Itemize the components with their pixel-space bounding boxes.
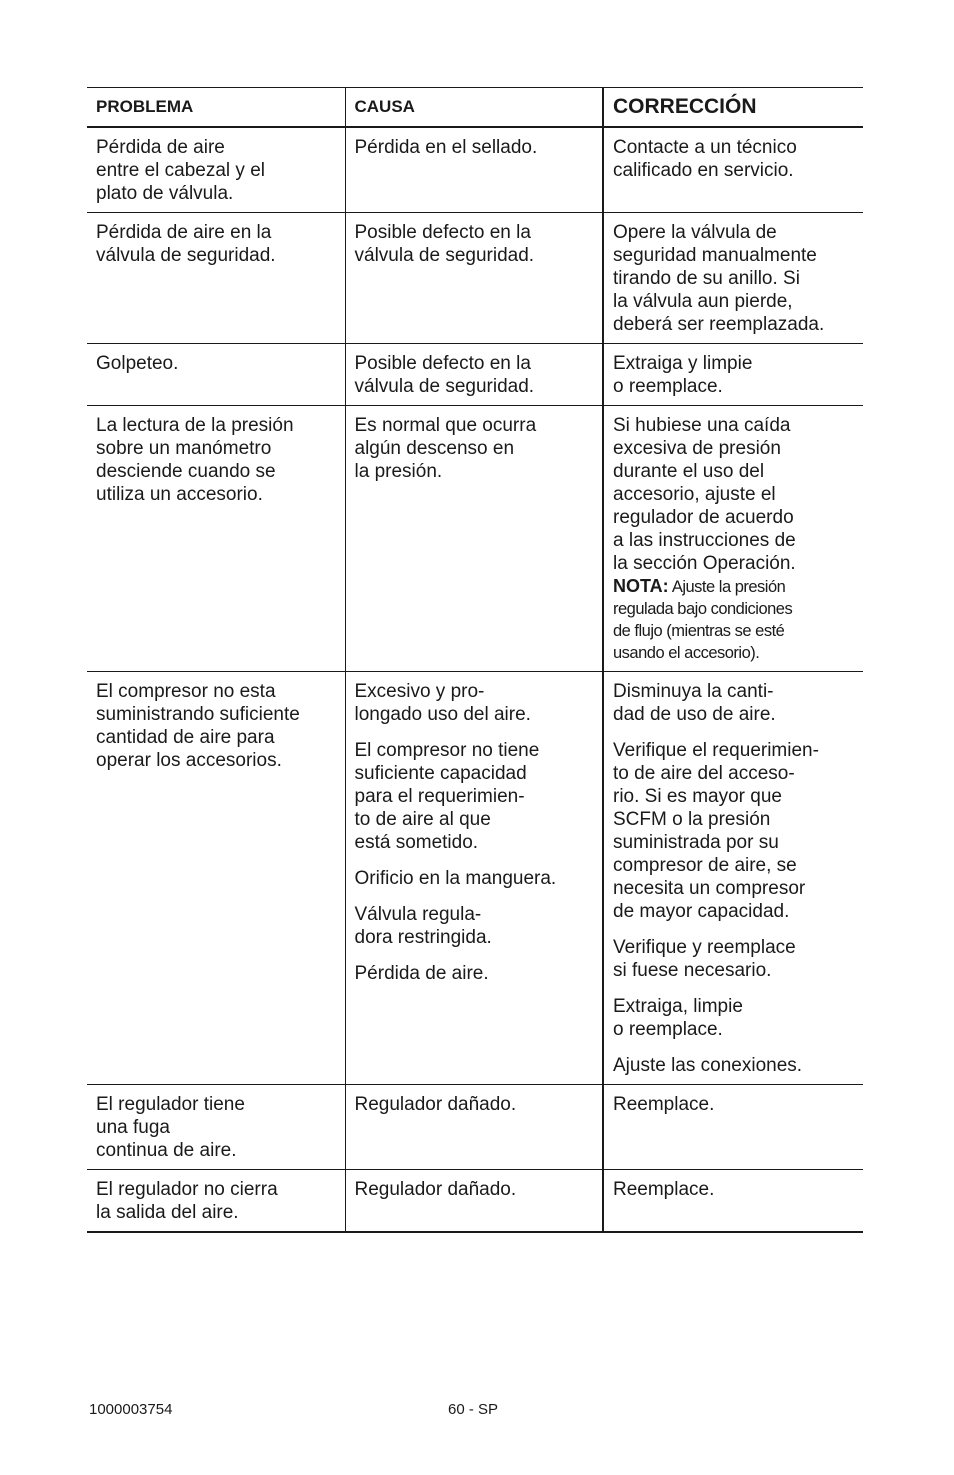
text-line: Es normal que ocurra (354, 415, 537, 436)
text-line: Si hubiese una caída (613, 415, 791, 436)
cause-cell (345, 1085, 603, 1170)
text-line: una fuga (96, 1117, 170, 1138)
text-line: operar los accesorios. (96, 750, 282, 771)
note-line: regulada bajo condiciones (613, 600, 793, 618)
text-line: la válvula aun pierde, (613, 291, 793, 312)
text-line: rio. Si es mayor que (613, 786, 782, 807)
table-body (87, 127, 863, 1232)
header-cause: CAUSA (345, 88, 603, 128)
table-row (87, 344, 863, 406)
table-row (87, 213, 863, 344)
text-line: Pérdida en el sellado. (354, 137, 538, 158)
text-line: continua de aire. (96, 1140, 237, 1161)
text-line: Extraiga, limpie (613, 996, 743, 1017)
correction-item (613, 739, 854, 923)
cause-cell (345, 213, 603, 344)
text-line: la sección Operación. (613, 553, 796, 574)
text-line: de mayor capacidad. (613, 901, 790, 922)
correction-cell (603, 1170, 863, 1233)
cause-item (355, 867, 594, 890)
text-line: Contacte a un técnico (613, 137, 797, 158)
text-line: excesiva de presión (613, 438, 781, 459)
problem-cell (87, 1085, 345, 1170)
text-line: entre el cabezal y el (96, 160, 265, 181)
cause-item (355, 1093, 594, 1116)
note-label: NOTA: (613, 576, 669, 596)
text-line: tirando de su anillo. Si (613, 268, 800, 289)
text-line: algún descenso en (354, 438, 515, 459)
table-row (87, 127, 863, 213)
cause-item (355, 1178, 594, 1201)
text-line: Posible defecto en la (354, 353, 531, 374)
cause-item (355, 136, 594, 159)
text-line: Orificio en la manguera. (354, 868, 557, 889)
note-line: Ajuste la presión (668, 578, 786, 596)
text-line: Regulador dañado. (354, 1179, 517, 1200)
text-line: Pérdida de aire (96, 137, 225, 158)
text-line: válvula de seguridad. (354, 376, 535, 397)
text-line: compresor de aire, se (613, 855, 797, 876)
correction-item (613, 995, 854, 1041)
text-line: Pérdida de aire. (354, 963, 489, 984)
text-line: accesorio, ajuste el (613, 484, 776, 505)
correction-item (613, 221, 854, 336)
header-problem: PROBLEMA (87, 88, 345, 128)
table-header-row (87, 88, 863, 128)
text-line: El regulador tiene (96, 1094, 245, 1115)
text-line: El compresor no tiene (354, 740, 540, 761)
correction-cell (603, 127, 863, 213)
correction-cell (603, 1085, 863, 1170)
correction-cell (603, 406, 863, 672)
text-line: necesita un compresor (613, 878, 806, 899)
cause-item (355, 903, 594, 949)
cause-item (355, 962, 594, 985)
text-line: suministrando suficiente (96, 704, 300, 725)
text-line: Excesivo y pro- (354, 681, 485, 702)
text-line: la presión. (354, 461, 443, 482)
cause-item (355, 221, 594, 267)
note-text (613, 575, 854, 664)
text-line: Posible defecto en la (354, 222, 531, 243)
correction-cell (603, 344, 863, 406)
text-line: suficiente capacidad (354, 763, 527, 784)
table-row (87, 406, 863, 672)
problem-cell (87, 213, 345, 344)
cause-item (355, 680, 594, 726)
text-line: deberá ser reemplazada. (613, 314, 825, 335)
cause-cell (345, 1170, 603, 1233)
problem-cell (87, 344, 345, 406)
correction-cell (603, 213, 863, 344)
text-line: Golpeteo. (96, 353, 179, 374)
text-line: seguridad manualmente (613, 245, 817, 266)
text-line: El compresor no esta (96, 681, 276, 702)
text-line: Verifique el requerimien- (613, 740, 819, 761)
text-line: válvula de seguridad. (354, 245, 535, 266)
text-line: para el requerimien- (354, 786, 525, 807)
text-line: a las instrucciones de (613, 530, 796, 551)
text-line: El regulador no cierra (96, 1179, 278, 1200)
correction-item (613, 414, 854, 664)
text-line: longado uso del aire. (354, 704, 531, 725)
cause-cell (345, 344, 603, 406)
text-line: cantidad de aire para (96, 727, 275, 748)
document-number: 1000003754 (89, 1401, 173, 1418)
header-correction: CORRECCIÓN (603, 88, 863, 128)
correction-item (613, 352, 854, 398)
correction-item (613, 1054, 854, 1077)
text-line: válvula de seguridad. (96, 245, 276, 266)
text-line: Ajuste las conexiones. (613, 1055, 803, 1076)
correction-item (613, 1093, 854, 1116)
text-line: La lectura de la presión (96, 415, 294, 436)
correction-item (613, 680, 854, 726)
table-row (87, 1085, 863, 1170)
cause-cell (345, 672, 603, 1085)
problem-cell (87, 1170, 345, 1233)
text-line: o reemplace. (613, 376, 723, 397)
problem-cell (87, 672, 345, 1085)
page-number: 60 - SP (448, 1401, 499, 1418)
correction-cell (603, 672, 863, 1085)
text-line: regulador de acuerdo (613, 507, 794, 528)
text-line: sobre un manómetro (96, 438, 272, 459)
cause-cell (345, 406, 603, 672)
note-line: usando el accesorio). (613, 644, 760, 662)
text-line: Pérdida de aire en la (96, 222, 272, 243)
text-line: Opere la válvula de (613, 222, 777, 243)
cause-item (355, 739, 594, 854)
correction-item (613, 1178, 854, 1201)
text-line: si fuese necesario. (613, 960, 772, 981)
cause-item (355, 352, 594, 398)
text-line: Reemplace. (613, 1094, 715, 1115)
text-line: dad de uso de aire. (613, 704, 776, 725)
text-line: utiliza un accesorio. (96, 484, 263, 505)
text-line: Regulador dañado. (354, 1094, 517, 1115)
text-line: dora restringida. (354, 927, 492, 948)
text-line: Extraiga y limpie (613, 353, 753, 374)
note-line: de flujo (mientras se esté (613, 622, 785, 640)
text-line: to de aire al que (354, 809, 491, 830)
text-line: plato de válvula. (96, 183, 234, 204)
text-line: to de aire del acceso- (613, 763, 795, 784)
text-line: SCFM o la presión (613, 809, 771, 830)
text-line: Reemplace. (613, 1179, 715, 1200)
text-line: Verifique y reemplace (613, 937, 796, 958)
table-row (87, 1170, 863, 1233)
text-line: la salida del aire. (96, 1202, 239, 1223)
problem-cell (87, 127, 345, 213)
text-line: está sometido. (354, 832, 479, 853)
text-line: desciende cuando se (96, 461, 276, 482)
troubleshooting-table (87, 87, 863, 1233)
cause-item (355, 414, 594, 483)
correction-item (613, 136, 854, 182)
problem-cell (87, 406, 345, 672)
text-line: durante el uso del (613, 461, 765, 482)
text-line: Válvula regula- (354, 904, 482, 925)
table-row (87, 672, 863, 1085)
cause-cell (345, 127, 603, 213)
text-line: o reemplace. (613, 1019, 723, 1040)
text-line: Disminuya la canti- (613, 681, 774, 702)
text-line: calificado en servicio. (613, 160, 794, 181)
correction-item (613, 936, 854, 982)
text-line: suministrada por su (613, 832, 779, 853)
